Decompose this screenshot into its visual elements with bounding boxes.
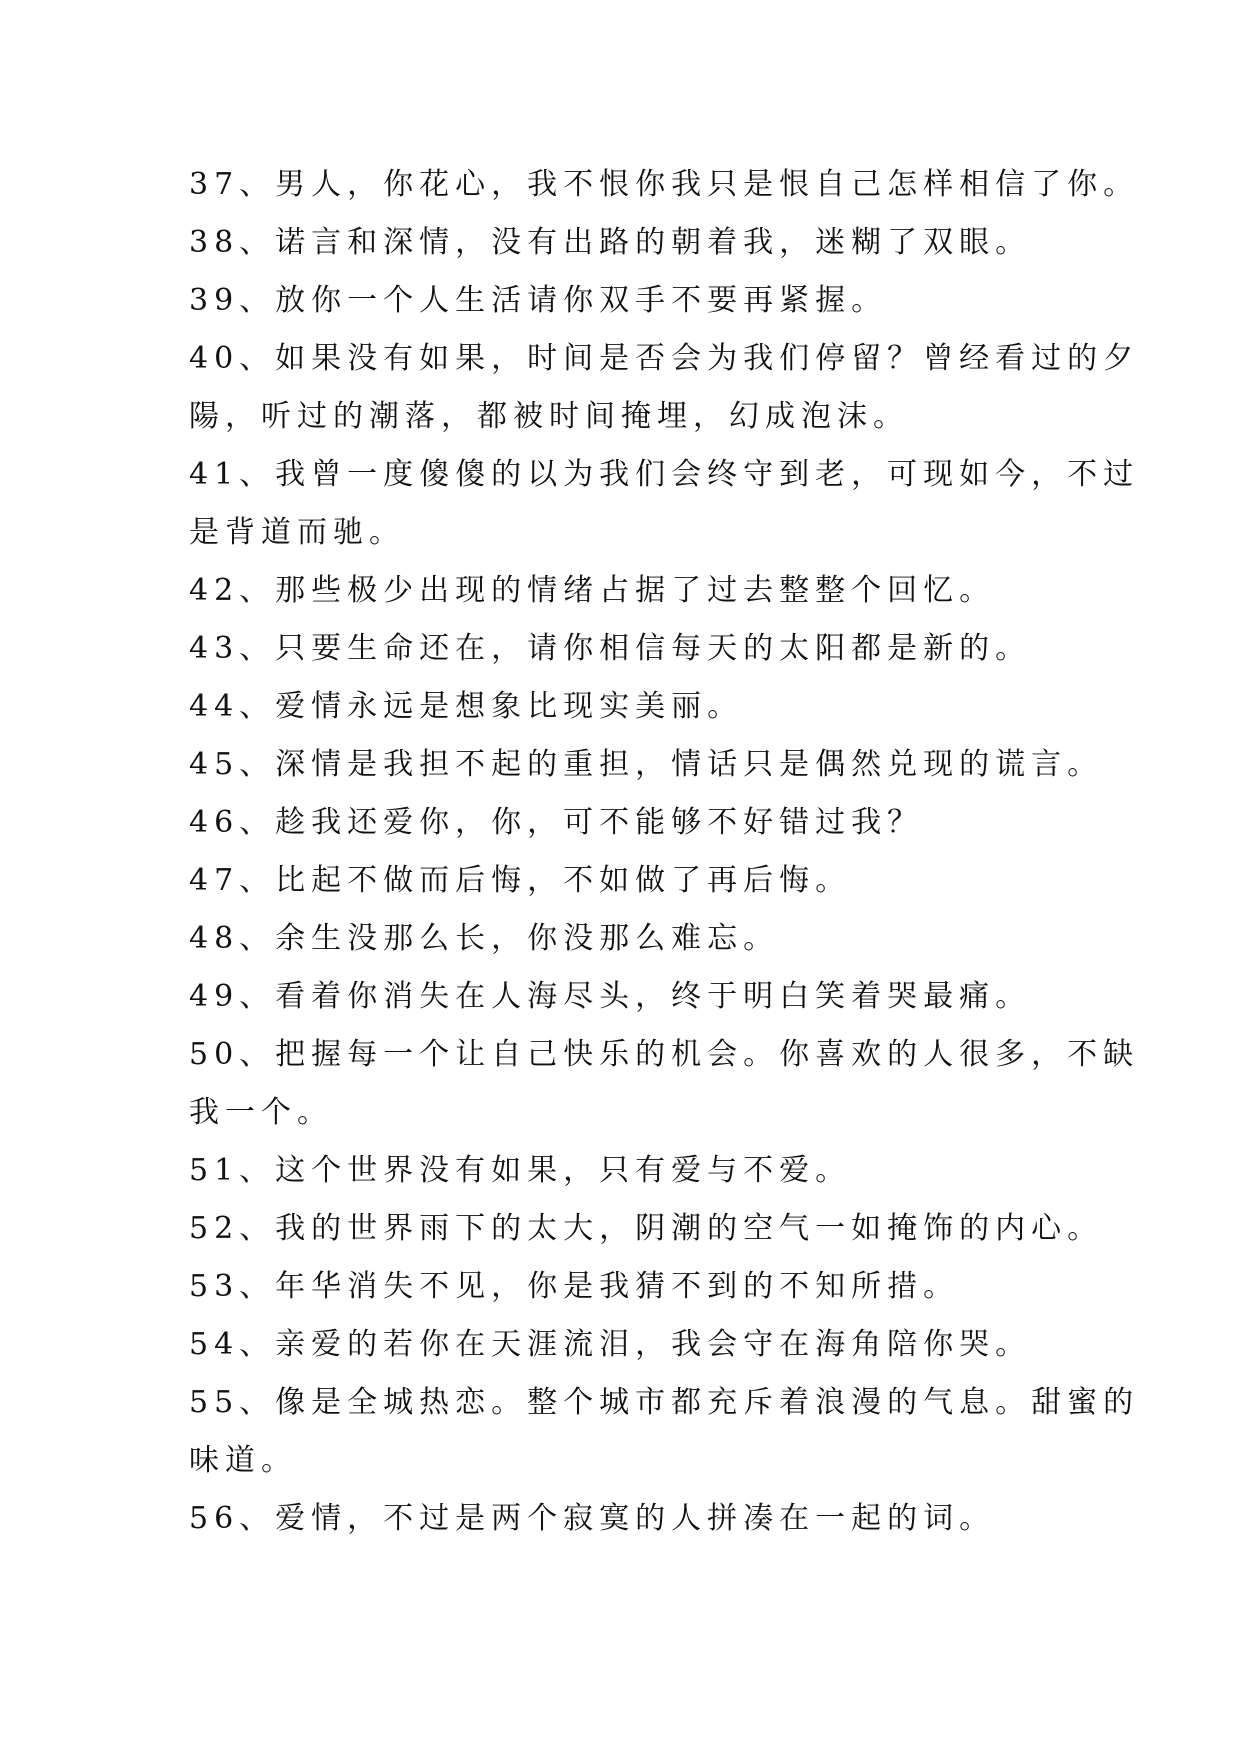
- text-line-45: 45、深情是我担不起的重担，情话只是偶然兑现的谎言。: [189, 747, 1104, 782]
- text-line-37: 37、男人，你花心，我不恨你我只是恨自己怎样相信了你。: [189, 167, 1140, 202]
- text-line-55a: 55、像是全城热恋。整个城市都充斥着浪漫的气息。甜蜜的: [189, 1385, 1140, 1420]
- text-line-39: 39、放你一个人生活请你双手不要再紧握。: [189, 283, 888, 318]
- text-line-41b: 是背道而驰。: [189, 515, 405, 550]
- text-line-55b: 味道。: [189, 1443, 297, 1478]
- text-line-44: 44、爱情永远是想象比现实美丽。: [189, 689, 744, 724]
- text-line-42: 42、那些极少出现的情绪占据了过去整整个回忆。: [189, 573, 996, 608]
- text-line-43: 43、只要生命还在，请你相信每天的太阳都是新的。: [189, 631, 1032, 666]
- text-line-51: 51、这个世界没有如果，只有爱与不爱。: [189, 1153, 852, 1188]
- text-line-53: 53、年华消失不见，你是我猜不到的不知所措。: [189, 1269, 960, 1304]
- text-line-40b: 陽，听过的潮落，都被时间掩埋，幻成泡沫。: [189, 399, 909, 434]
- text-line-50b: 我一个。: [189, 1095, 333, 1130]
- text-line-46: 46、趁我还爱你，你，可不能够不好错过我？: [189, 805, 924, 840]
- text-line-50a: 50、把握每一个让自己快乐的机会。你喜欢的人很多，不缺: [189, 1037, 1140, 1072]
- text-line-41a: 41、我曾一度傻傻的以为我们会终守到老，可现如今，不过: [189, 457, 1140, 492]
- quote-list: [189, 156, 1140, 1548]
- text-line-56: 56、爱情，不过是两个寂寞的人拼凑在一起的词。: [189, 1501, 996, 1536]
- text-line-48: 48、余生没那么长，你没那么难忘。: [189, 921, 780, 956]
- text-line-47: 47、比起不做而后悔，不如做了再后悔。: [189, 863, 852, 898]
- text-line-54: 54、亲爱的若你在天涯流泪，我会守在海角陪你哭。: [189, 1327, 1032, 1362]
- text-line-38: 38、诺言和深情，没有出路的朝着我，迷糊了双眼。: [189, 225, 1032, 260]
- text-line-49: 49、看着你消失在人海尽头，终于明白笑着哭最痛。: [189, 979, 1032, 1014]
- text-line-40a: 40、如果没有如果，时间是否会为我们停留？曾经看过的夕: [189, 341, 1140, 376]
- text-line-52: 52、我的世界雨下的太大，阴潮的空气一如掩饰的内心。: [189, 1211, 1104, 1246]
